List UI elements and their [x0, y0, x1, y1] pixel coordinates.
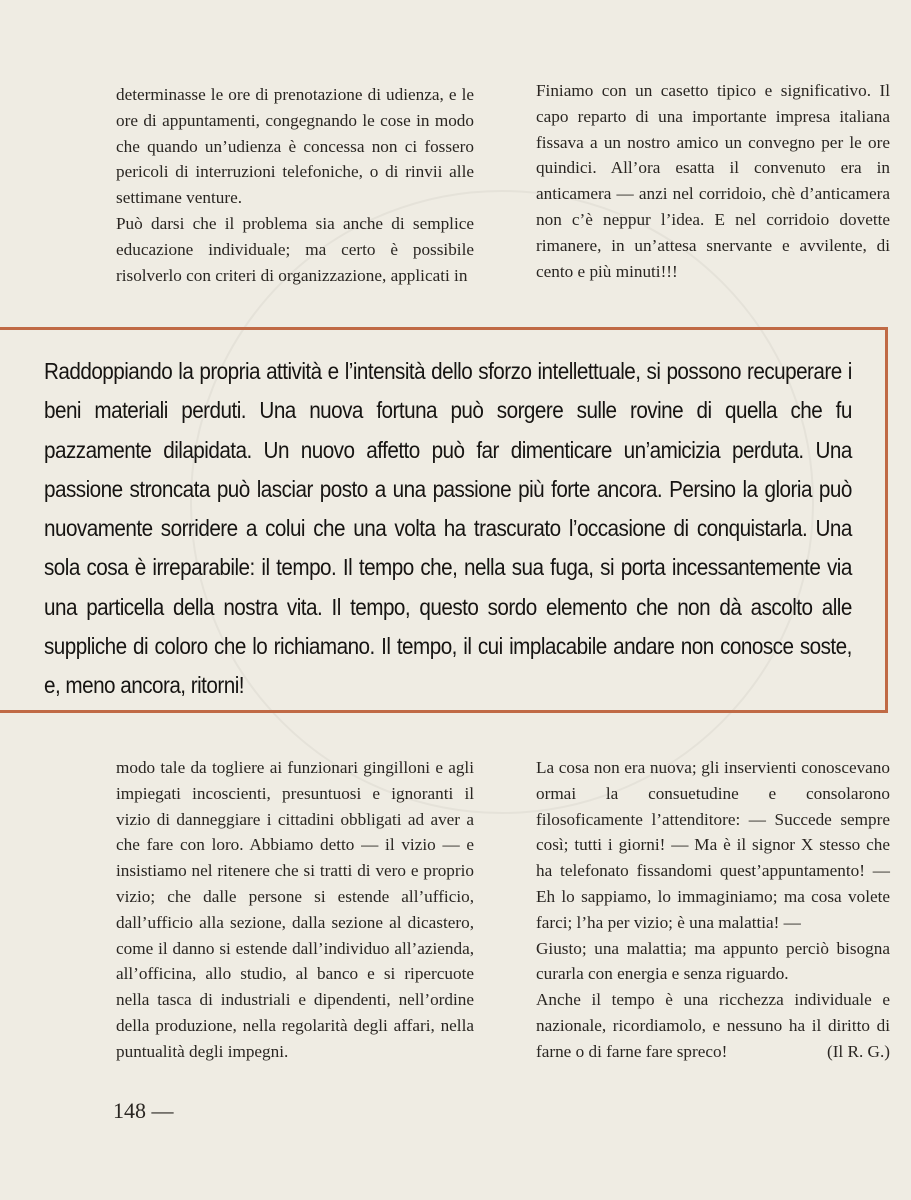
- paragraph: Finiamo con un casetto tipico e significativo. Il capo reparto di una importante impresa italiana fissava a un nostro amico un convegno per le ore quindici. All’ora esatta il convenuto era in anticamera — anzi nel corridoio, chè d’anticamera non c’è neppur l’idea. E nel corridoio dovette rimanere, in un’attesa snervante e avvilente, di cento e più minuti!!!: [536, 81, 890, 281]
- paragraph: La cosa non era nuova; gli inservienti conoscevano ormai la consuetudine e consolarono filosoficamente l’attenditore: — Succede sempre così; tutti i giorni! — Ma è il signor X stesso che ha telefonato fissandomi quest’appuntamento! — Eh lo sappiamo, lo immaginiamo; ma cosa volete farci; l’ha per vizio; è una malattia! —: [536, 758, 890, 932]
- column-bottom-right: [536, 755, 890, 1065]
- column-top-right: [536, 78, 890, 284]
- page-number: 148 —: [113, 1098, 174, 1123]
- pull-quote: Raddoppiando la propria attività e l’intensità dello sforzo intellettuale, si possono recuperare i beni materiali perduti. Una nuova fortuna può sorgere sulle rovine di quella che fu pazzamente dilapidata. Un nuovo affetto può far dimenticare un’amicizia perduta. Una passione stroncata può lasciar posto a una passione più forte ancora. Persino la gloria può nuovamente sorridere a colui che una volta ha trascurato l’occasione di conquistarla. Una sola cosa è irreparabile: il tempo. Il tempo che, nella sua fuga, si porta incessantemente via una particella della nostra vita. Il tempo, questo sordo elemento che non dà ascolto alle suppliche di coloro che lo richiamano. Il tempo, il cui implacabile andare non conosce soste, e, meno ancora, ritorni!: [44, 358, 852, 699]
- paragraph: determinasse le ore di prenotazione di udienza, e le ore di appuntamenti, congegnando le cose in modo che quando un’udienza è concessa non ci fossero pericoli di interruzioni telefoniche, o di rinvii alle settimane venture.: [116, 85, 474, 208]
- paragraph-text: Anche il tempo è una ricchezza individuale e nazionale, ricordiamolo, e nessuno ha il diritto di farne o di farne fare spreco!: [536, 990, 890, 1061]
- paragraph: Può darsi che il problema sia anche di semplice educazione individuale; ma certo è possibile risolverlo con criteri di organizzazione, applicati in: [116, 213, 474, 285]
- author-signature: (Il R. G.): [826, 1041, 890, 1061]
- column-bottom-left: [116, 755, 474, 1065]
- paragraph: modo tale da togliere ai funzionari gingilloni e agli impiegati incoscienti, presuntuosi e ignoranti il vizio di danneggiare i cittadini obbligati ad aver a che fare con loro. Abbiamo detto — il vizio — e insistiamo nel ritenere che si tratti di vero e proprio vizio; che dalle persone si estende all’ufficio, dall’ufficio alla sezione, dalla sezione al dicastero, come il danno si estende dall’individuo all’azienda, all’officina, allo studio, al banco e si ripercuote nella tasca di industriali e dipendenti, nell’ordine della produzione, nella regolarità degli affari, nella puntualità degli impegni.: [116, 758, 474, 1061]
- column-top-left: [116, 82, 474, 288]
- paragraph: [536, 987, 890, 1064]
- paragraph: Giusto; una malattia; ma appunto perciò bisogna curarla con energia e senza riguardo.: [536, 938, 890, 984]
